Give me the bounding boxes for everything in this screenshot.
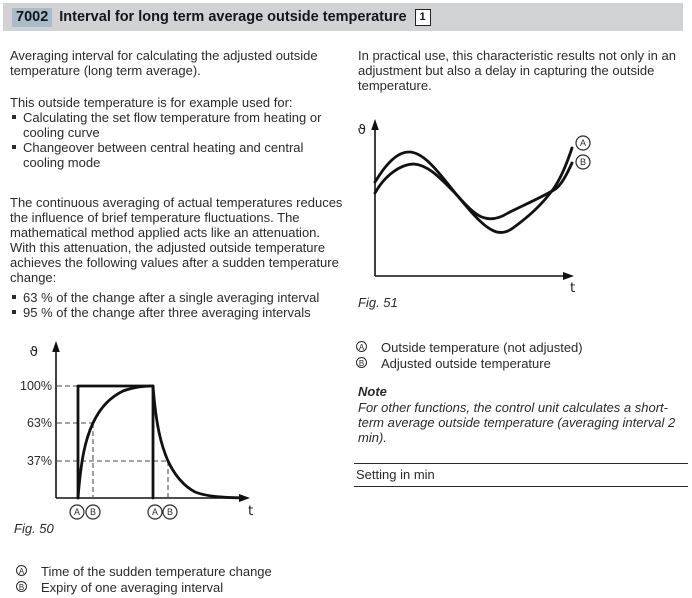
- fig50-marker-b1: [86, 505, 100, 519]
- bullet-square-icon: [12, 115, 16, 119]
- right-paragraph-1: In practical use, this characteristic results not only in an adjustment but also a delay in capturing the outside temperature.: [358, 48, 676, 93]
- left-paragraph-1: Averaging interval for calculating the adjusted outside temperature (long term average).: [10, 48, 318, 78]
- fig51-marker-b: [576, 155, 590, 169]
- fig50-rise-series: [78, 386, 153, 498]
- fig51-series-b: [375, 163, 572, 219]
- bullet-square-icon: [12, 295, 16, 299]
- circled-a-icon: A: [356, 341, 367, 352]
- legend-row: A Outside temperature (not adjusted): [356, 340, 690, 356]
- svg-text:B: B: [89, 507, 97, 517]
- fig50-x-label: t: [248, 503, 254, 519]
- legend-row: B Adjusted outside temperature: [356, 356, 690, 372]
- legend-row: B Expiry of one averaging interval: [16, 580, 350, 596]
- fig51-caption: Fig. 51: [358, 295, 398, 310]
- fig51-y-arrow-icon: [371, 119, 379, 130]
- setting-row: [354, 463, 688, 487]
- note-title: Note: [358, 384, 387, 399]
- bullet-square-icon: [12, 145, 16, 149]
- result-list: [10, 290, 344, 320]
- legend-row: A Time of the sudden temperature change: [16, 564, 350, 580]
- fig50-tick-100: 100%: [20, 379, 52, 393]
- header-badge: 1: [415, 9, 431, 26]
- page-title: Interval for long term average outside temperature: [59, 8, 407, 25]
- fig50-step-series: [78, 386, 153, 498]
- fig51-marker-a: [576, 136, 590, 150]
- circled-b-icon: B: [16, 581, 27, 592]
- fig50-y-label: ϑ: [29, 344, 38, 360]
- fig50-tick-63: 63%: [26, 416, 52, 430]
- fig50-marker-b2: [163, 505, 177, 519]
- list-item: 95 % of the change after three averaging intervals: [10, 305, 344, 320]
- left-list-block: [10, 95, 344, 170]
- fig51-legend: [356, 340, 690, 372]
- fig51-y-label: ϑ: [357, 122, 366, 138]
- fig50-marker-a2: [148, 505, 162, 519]
- svg-text:B: B: [579, 157, 587, 167]
- note-body: For other functions, the control unit calculates a short-term average outside temperature (averaging interval 2 min).: [358, 400, 676, 445]
- left-paragraph-2: The continuous averaging of actual temperatures reduces the influence of brief temperature fluctuations. The mathematical method applied acts like an attenuation. With this attenuation, the adjusted outside temperature achieves the following values after a sudden temperature change:: [10, 195, 343, 285]
- fig50-tick-37: 37%: [26, 454, 52, 468]
- list-item: Calculating the set flow temperature from heating or cooling curve: [10, 110, 344, 140]
- fig50-marker-a1: [70, 505, 84, 519]
- fig51-chart: [356, 118, 596, 296]
- svg-text:B: B: [166, 507, 174, 517]
- bullet-square-icon: [12, 310, 16, 314]
- fig50-y-arrow-icon: [52, 341, 60, 352]
- setting-label: Setting in min: [356, 467, 435, 482]
- fig50-chart: [12, 340, 256, 526]
- list-item: Changeover between central heating and central cooling mode: [10, 140, 344, 170]
- fig51-series-a: [375, 148, 572, 232]
- svg-text:A: A: [73, 507, 81, 517]
- section-header: [3, 3, 683, 31]
- parameter-code: 7002: [12, 8, 52, 27]
- usage-list: [10, 110, 344, 170]
- circled-a-icon: A: [16, 565, 27, 576]
- fig51-x-arrow-icon: [563, 272, 574, 280]
- fig50-caption: Fig. 50: [14, 521, 54, 536]
- list-item: 63 % of the change after a single averaging interval: [10, 290, 344, 305]
- fig51-x-label: t: [570, 280, 576, 296]
- list-intro: This outside temperature is for example used for:: [10, 95, 293, 110]
- fig50-legend: [16, 564, 350, 596]
- circled-b-icon: B: [356, 357, 367, 368]
- fig50-decay-series: [153, 386, 241, 498]
- svg-text:A: A: [579, 138, 587, 148]
- svg-text:A: A: [151, 507, 159, 517]
